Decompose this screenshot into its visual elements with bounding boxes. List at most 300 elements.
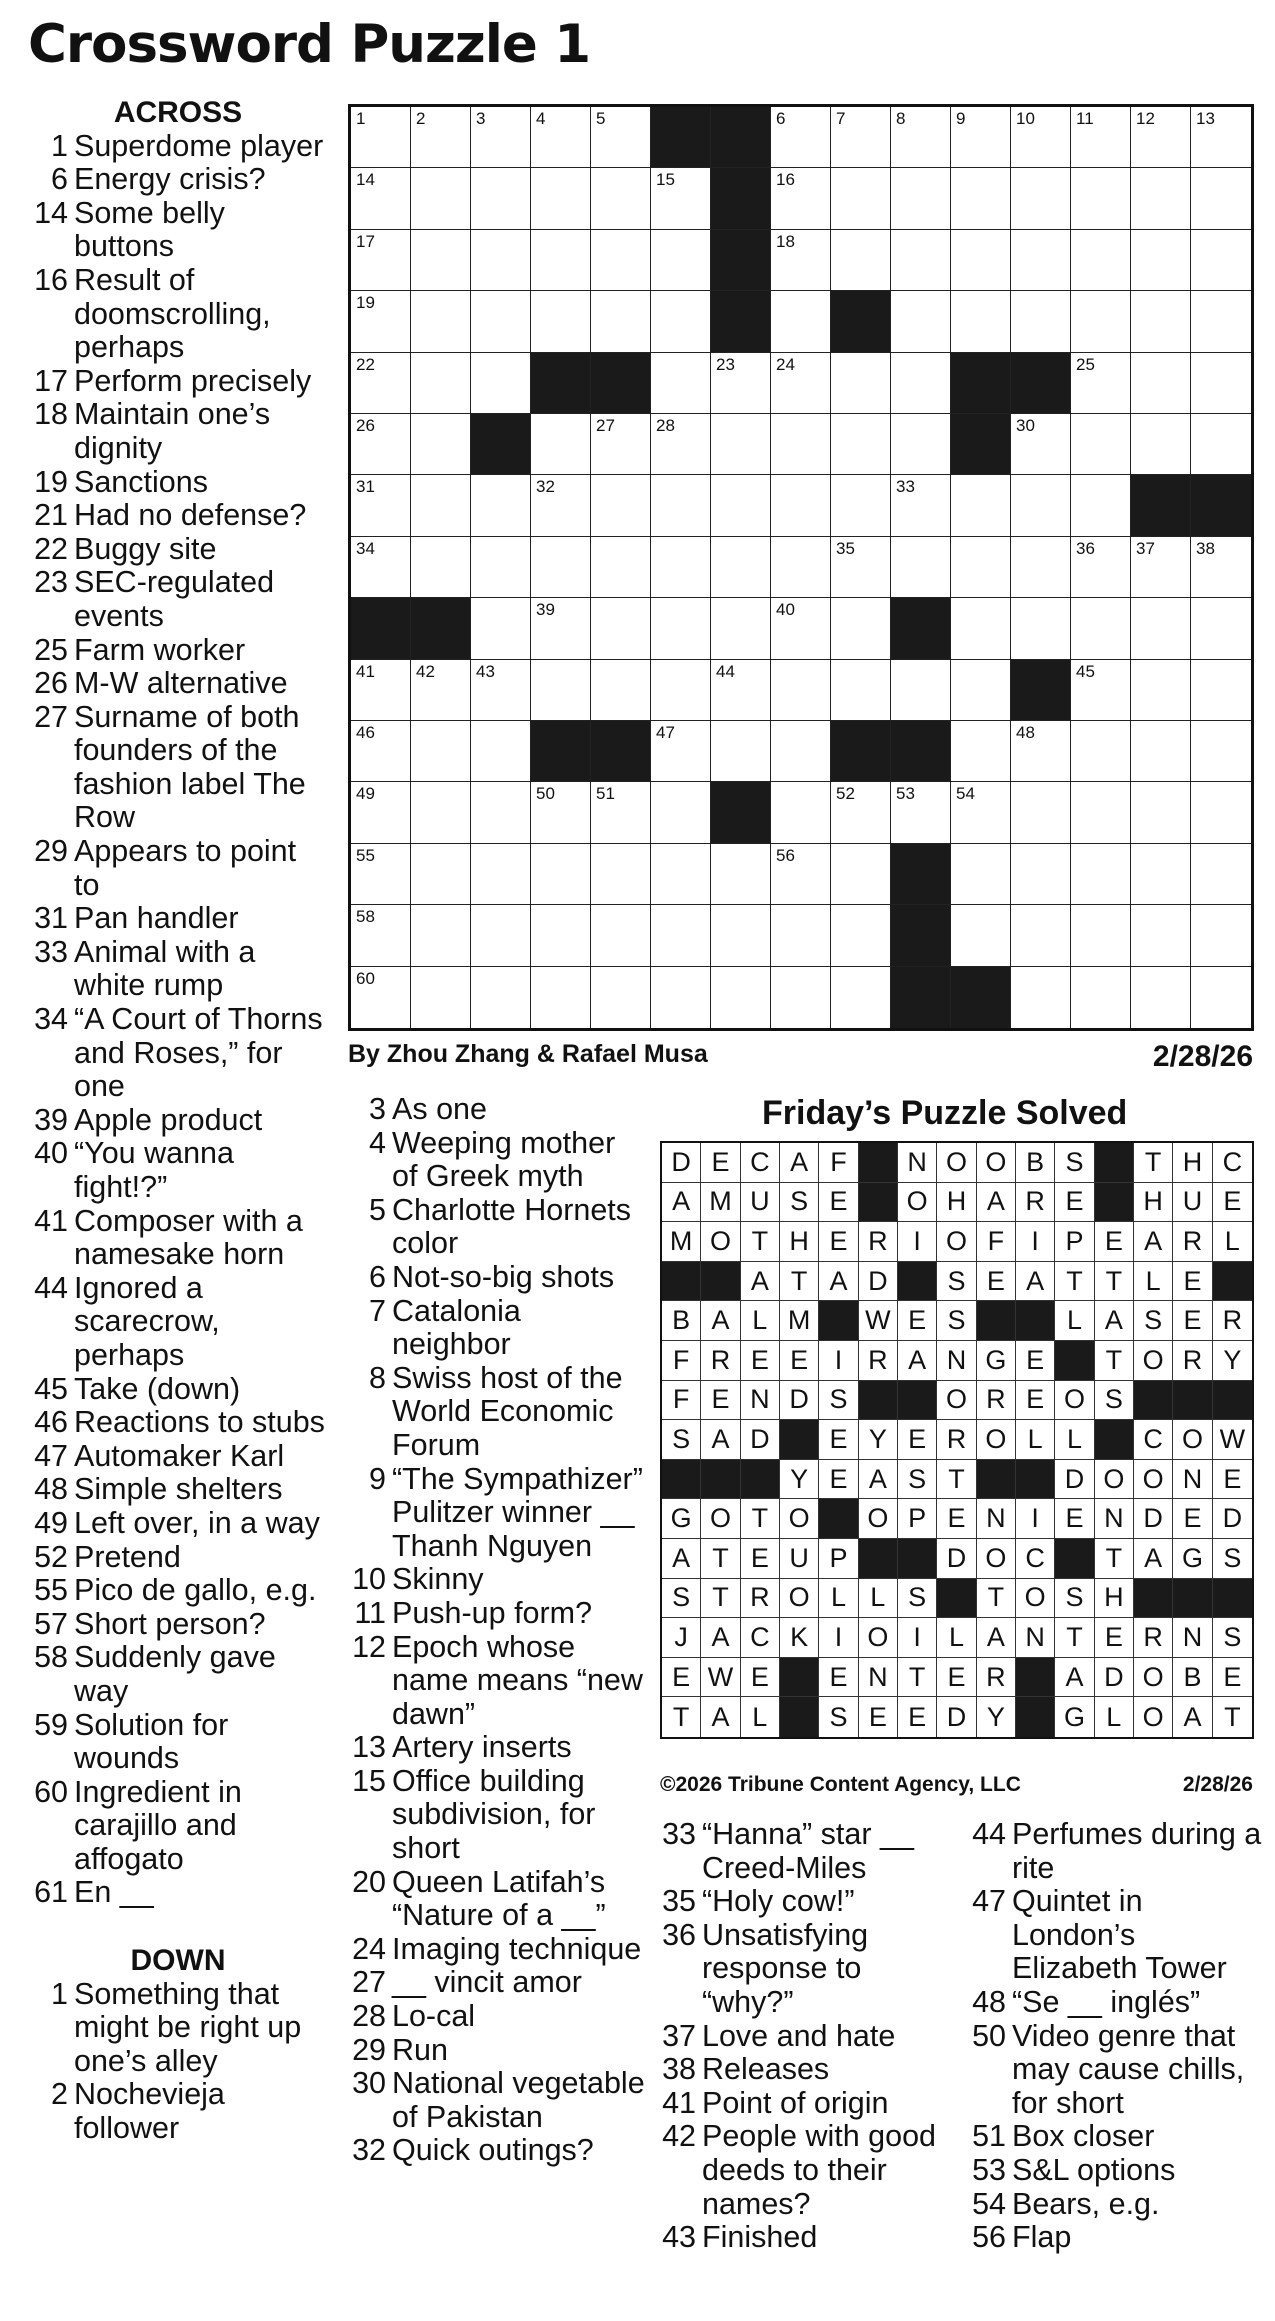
grid-cell[interactable] [531, 107, 591, 168]
grid-cell[interactable] [1071, 107, 1131, 168]
grid-cell[interactable] [1131, 291, 1191, 352]
grid-cell[interactable] [351, 353, 411, 414]
clue-item[interactable] [656, 2053, 948, 2087]
grid-cell[interactable] [1071, 414, 1131, 475]
grid-cell[interactable] [771, 414, 831, 475]
black-square [531, 721, 591, 782]
grid-cell[interactable] [711, 414, 771, 475]
grid-cell[interactable] [471, 168, 531, 229]
grid-cell[interactable] [651, 230, 711, 291]
clue-number: 18 [34, 397, 68, 432]
grid-cell[interactable] [831, 230, 891, 291]
clue-item[interactable] [28, 197, 328, 264]
grid-cell[interactable] [1131, 967, 1191, 1028]
clue-number: 51 [972, 2119, 1006, 2154]
clue-item[interactable] [28, 566, 328, 633]
grid-cell[interactable] [471, 598, 531, 659]
grid-cell[interactable] [471, 905, 531, 966]
grid-cell[interactable] [531, 537, 591, 598]
solution-letter: K [780, 1618, 819, 1658]
grid-cell[interactable] [951, 475, 1011, 536]
clue-item[interactable] [28, 2078, 328, 2145]
grid-cell[interactable] [1131, 782, 1191, 843]
grid-cell[interactable] [771, 782, 831, 843]
grid-cell[interactable] [951, 537, 1011, 598]
clue-text: Perfumes during a rite [1012, 1817, 1262, 1885]
clue-item[interactable] [28, 365, 328, 399]
black-square [1173, 1381, 1212, 1421]
grid-cell[interactable] [591, 230, 651, 291]
grid-cell[interactable] [1131, 905, 1191, 966]
grid-cell[interactable] [1071, 967, 1131, 1028]
grid-cell[interactable] [1191, 414, 1251, 475]
grid-cell[interactable] [471, 660, 531, 721]
grid-cell[interactable] [471, 967, 531, 1028]
grid-cell[interactable] [831, 168, 891, 229]
grid-cell[interactable] [651, 598, 711, 659]
grid-cell[interactable] [1071, 905, 1131, 966]
grid-cell[interactable] [1011, 905, 1071, 966]
grid-cell[interactable] [411, 291, 471, 352]
clue-item[interactable] [28, 163, 328, 197]
clue-item[interactable] [28, 499, 328, 533]
grid-cell[interactable] [651, 475, 711, 536]
grid-cell[interactable] [411, 905, 471, 966]
clue-item[interactable] [966, 2221, 1266, 2255]
grid-cell[interactable] [651, 660, 711, 721]
clue-item[interactable] [346, 1765, 646, 1866]
clue-item[interactable] [346, 1597, 646, 1631]
grid-cell[interactable] [891, 414, 951, 475]
grid-cell[interactable] [1131, 844, 1191, 905]
grid-cell[interactable] [1071, 230, 1131, 291]
grid-cell[interactable] [1191, 598, 1251, 659]
clue-item[interactable] [346, 1295, 646, 1362]
grid-cell[interactable] [1191, 537, 1251, 598]
grid-cell[interactable] [471, 230, 531, 291]
clue-item[interactable] [966, 1986, 1266, 2020]
clue-text: Box closer [1012, 2119, 1155, 2154]
clue-item[interactable] [28, 533, 328, 567]
clue-text: Solution for wounds [74, 1707, 229, 1776]
clue-item[interactable] [28, 1406, 328, 1440]
grid-cell[interactable] [591, 168, 651, 229]
grid-cell[interactable] [471, 844, 531, 905]
grid-cell[interactable] [1191, 782, 1251, 843]
grid-cell[interactable] [351, 660, 411, 721]
clue-number: 3 [369, 1092, 386, 1126]
clue-item[interactable] [28, 1541, 328, 1575]
grid-cell[interactable] [471, 537, 531, 598]
grid-cell[interactable] [471, 475, 531, 536]
grid-cell[interactable] [711, 967, 771, 1028]
grid-cell[interactable] [351, 414, 411, 475]
grid-cell[interactable] [411, 782, 471, 843]
grid-cell[interactable] [1071, 537, 1131, 598]
grid-cell[interactable] [591, 291, 651, 352]
clue-item[interactable] [28, 936, 328, 1003]
grid-cell[interactable] [711, 353, 771, 414]
clue-item[interactable] [28, 1473, 328, 1507]
grid-cell[interactable] [1131, 660, 1191, 721]
clue-item[interactable] [346, 1966, 646, 2000]
clue-item[interactable] [28, 466, 328, 500]
grid-cell[interactable] [831, 905, 891, 966]
grid-cell[interactable] [351, 721, 411, 782]
clue-item[interactable] [28, 264, 328, 365]
clue-item[interactable] [656, 2087, 948, 2121]
grid-cell[interactable] [831, 782, 891, 843]
clue-item[interactable] [28, 1003, 328, 1104]
grid-cell[interactable] [1131, 230, 1191, 291]
clue-item[interactable] [28, 1440, 328, 1474]
grid-cell[interactable] [771, 353, 831, 414]
solution-letter: Y [859, 1420, 898, 1460]
grid-cell[interactable] [1071, 721, 1131, 782]
grid-cell[interactable] [951, 660, 1011, 721]
grid-cell[interactable] [1191, 168, 1251, 229]
grid-cell[interactable] [711, 905, 771, 966]
grid-cell[interactable] [651, 537, 711, 598]
clue-item[interactable] [28, 1137, 328, 1204]
grid-cell[interactable] [1071, 168, 1131, 229]
clue-item[interactable] [28, 1272, 328, 1373]
grid-cell[interactable] [411, 537, 471, 598]
grid-cell[interactable] [531, 291, 591, 352]
grid-cell[interactable] [1011, 721, 1071, 782]
grid-cell[interactable] [1191, 353, 1251, 414]
clue-number: 38 [662, 2052, 696, 2087]
clue-item[interactable] [28, 1709, 328, 1776]
clue-item[interactable] [28, 701, 328, 835]
clue-item[interactable] [656, 1885, 948, 1919]
grid-cell[interactable] [411, 721, 471, 782]
grid-cell[interactable] [651, 168, 711, 229]
clue-item[interactable] [346, 1194, 646, 1261]
grid-cell[interactable] [411, 168, 471, 229]
grid-cell[interactable] [1011, 414, 1071, 475]
black-square [859, 1381, 898, 1421]
clue-item[interactable] [28, 902, 328, 936]
clue-item[interactable] [656, 2120, 948, 2221]
clue-item[interactable] [346, 1463, 646, 1564]
grid-cell[interactable] [951, 168, 1011, 229]
clue-item[interactable] [966, 1885, 1266, 1986]
black-square [741, 1460, 780, 1500]
grid-cell[interactable] [831, 598, 891, 659]
clue-item[interactable] [346, 2067, 646, 2134]
clue-item[interactable] [966, 2154, 1266, 2188]
grid-cell[interactable] [951, 230, 1011, 291]
grid-cell[interactable] [951, 844, 1011, 905]
grid-cell[interactable] [1011, 230, 1071, 291]
grid-cell[interactable] [771, 291, 831, 352]
grid-cell[interactable] [471, 353, 531, 414]
solution-letter: D [937, 1697, 976, 1737]
grid-cell[interactable] [651, 353, 711, 414]
clue-item[interactable] [346, 1731, 646, 1765]
grid-cell[interactable] [471, 291, 531, 352]
grid-cell[interactable] [1071, 660, 1131, 721]
grid-cell[interactable] [351, 905, 411, 966]
grid-cell[interactable] [411, 967, 471, 1028]
grid-cell[interactable] [471, 107, 531, 168]
clue-text: Nochevieja follower [74, 2077, 225, 2146]
grid-cell[interactable] [1011, 844, 1071, 905]
clue-item[interactable] [28, 1205, 328, 1272]
grid-cell[interactable] [831, 353, 891, 414]
grid-cell[interactable] [711, 537, 771, 598]
grid-cell[interactable] [1011, 598, 1071, 659]
grid-cell[interactable] [1131, 414, 1191, 475]
clue-item[interactable] [656, 1818, 948, 1885]
clue-item[interactable] [28, 1641, 328, 1708]
grid-cell[interactable] [1011, 782, 1071, 843]
grid-cell[interactable] [951, 721, 1011, 782]
grid-cell[interactable] [1191, 291, 1251, 352]
black-square [831, 291, 891, 352]
grid-cell[interactable] [351, 537, 411, 598]
clue-item[interactable] [28, 667, 328, 701]
solution-letter: C [741, 1143, 780, 1183]
grid-cell[interactable] [891, 537, 951, 598]
clue-item[interactable] [346, 1563, 646, 1597]
grid-cell[interactable] [711, 598, 771, 659]
grid-cell[interactable] [1011, 291, 1071, 352]
solution-letter: O [1095, 1460, 1134, 1500]
clue-item[interactable] [966, 2120, 1266, 2154]
grid-cell[interactable] [891, 475, 951, 536]
clue-item[interactable] [346, 1362, 646, 1463]
grid-cell[interactable] [591, 537, 651, 598]
clue-item[interactable] [346, 2134, 646, 2168]
clue-text: En __ [74, 1875, 154, 1910]
grid-cell[interactable] [1071, 844, 1131, 905]
grid-cell[interactable] [771, 905, 831, 966]
grid-cell[interactable] [1011, 537, 1071, 598]
crossword-grid[interactable] [348, 104, 1254, 1031]
grid-cell[interactable] [591, 905, 651, 966]
grid-cell[interactable] [771, 230, 831, 291]
grid-cell[interactable] [1071, 782, 1131, 843]
clue-number: 11 [354, 1595, 386, 1630]
grid-cell[interactable] [411, 660, 471, 721]
grid-cell[interactable] [1191, 721, 1251, 782]
grid-cell[interactable] [1131, 353, 1191, 414]
grid-cell[interactable] [651, 721, 711, 782]
grid-cell[interactable] [531, 844, 591, 905]
clue-item[interactable] [966, 1818, 1266, 1885]
grid-cell[interactable] [891, 291, 951, 352]
grid-cell[interactable] [651, 967, 711, 1028]
clue-item[interactable] [346, 2000, 646, 2034]
grid-cell[interactable] [531, 660, 591, 721]
grid-cell[interactable] [831, 537, 891, 598]
solution-letter: H [1095, 1579, 1134, 1619]
grid-cell[interactable] [591, 782, 651, 843]
clue-item[interactable] [28, 1776, 328, 1877]
clue-item[interactable] [966, 2188, 1266, 2222]
grid-cell[interactable] [531, 782, 591, 843]
grid-cell[interactable] [951, 598, 1011, 659]
grid-cell[interactable] [651, 844, 711, 905]
grid-cell[interactable] [1011, 107, 1071, 168]
grid-cell[interactable] [351, 230, 411, 291]
grid-cell[interactable] [1071, 475, 1131, 536]
grid-cell[interactable] [351, 168, 411, 229]
clue-item[interactable] [656, 2020, 948, 2054]
grid-cell[interactable] [531, 230, 591, 291]
grid-cell[interactable] [651, 291, 711, 352]
grid-cell[interactable] [771, 660, 831, 721]
clue-item[interactable] [28, 835, 328, 902]
grid-cell[interactable] [831, 414, 891, 475]
clue-item[interactable] [28, 1507, 328, 1541]
clue-item[interactable] [346, 1261, 646, 1295]
solution-letter: N [1173, 1460, 1212, 1500]
grid-cell[interactable] [1131, 168, 1191, 229]
grid-cell[interactable] [531, 905, 591, 966]
grid-cell[interactable] [711, 475, 771, 536]
solution-letter: G [662, 1499, 701, 1539]
grid-cell[interactable] [951, 291, 1011, 352]
grid-cell[interactable] [891, 230, 951, 291]
solution-letter: E [1095, 1222, 1134, 1262]
grid-cell[interactable] [411, 475, 471, 536]
grid-cell[interactable] [711, 721, 771, 782]
clue-item[interactable] [28, 130, 328, 164]
grid-cell[interactable] [711, 660, 771, 721]
grid-cell[interactable] [531, 168, 591, 229]
grid-cell[interactable] [891, 353, 951, 414]
grid-cell[interactable] [351, 107, 411, 168]
grid-cell[interactable] [831, 107, 891, 168]
clue-item[interactable] [28, 634, 328, 668]
grid-cell[interactable] [531, 967, 591, 1028]
clue-text: Ingredient in carajillo and affogato [74, 1774, 242, 1876]
grid-cell[interactable] [471, 782, 531, 843]
grid-cell[interactable] [411, 107, 471, 168]
solution-letter: F [662, 1341, 701, 1381]
grid-cell[interactable] [771, 168, 831, 229]
grid-cell[interactable] [1131, 598, 1191, 659]
grid-cell[interactable] [831, 660, 891, 721]
grid-cell[interactable] [831, 844, 891, 905]
grid-cell[interactable] [411, 414, 471, 475]
grid-cell[interactable] [951, 782, 1011, 843]
grid-cell[interactable] [1191, 107, 1251, 168]
grid-cell[interactable] [651, 414, 711, 475]
grid-cell[interactable] [351, 967, 411, 1028]
grid-cell[interactable] [531, 414, 591, 475]
clue-item[interactable] [28, 1608, 328, 1642]
grid-cell[interactable] [711, 844, 771, 905]
grid-cell[interactable] [1191, 660, 1251, 721]
grid-cell[interactable] [1191, 230, 1251, 291]
grid-cell[interactable] [1071, 598, 1131, 659]
grid-cell[interactable] [1011, 475, 1071, 536]
grid-cell[interactable] [591, 414, 651, 475]
grid-cell[interactable] [591, 967, 651, 1028]
grid-cell[interactable] [1071, 353, 1131, 414]
clue-item[interactable] [346, 1127, 646, 1194]
grid-cell[interactable] [771, 475, 831, 536]
grid-cell[interactable] [591, 107, 651, 168]
clue-item[interactable] [28, 1876, 328, 1910]
grid-cell[interactable] [471, 721, 531, 782]
clue-item[interactable] [28, 1373, 328, 1407]
grid-cell[interactable] [771, 967, 831, 1028]
grid-cell[interactable] [411, 230, 471, 291]
clue-item[interactable] [346, 1933, 646, 1967]
grid-cell[interactable] [1011, 168, 1071, 229]
clue-item[interactable] [346, 1631, 646, 1732]
clue-item[interactable] [346, 1093, 646, 1127]
solution-letter: E [701, 1381, 740, 1421]
grid-cell[interactable] [771, 844, 831, 905]
grid-cell[interactable] [891, 660, 951, 721]
grid-cell[interactable] [351, 291, 411, 352]
clue-item[interactable] [966, 2020, 1266, 2121]
grid-cell[interactable] [351, 475, 411, 536]
grid-cell[interactable] [831, 475, 891, 536]
grid-cell[interactable] [531, 598, 591, 659]
grid-cell[interactable] [591, 660, 651, 721]
grid-cell[interactable] [771, 107, 831, 168]
grid-cell[interactable] [831, 967, 891, 1028]
grid-cell[interactable] [1071, 291, 1131, 352]
clue-item[interactable] [28, 1978, 328, 2079]
clue-item[interactable] [28, 398, 328, 465]
clue-item[interactable] [28, 1574, 328, 1608]
grid-cell[interactable] [591, 598, 651, 659]
grid-cell[interactable] [591, 844, 651, 905]
grid-cell[interactable] [651, 782, 711, 843]
grid-cell[interactable] [1191, 844, 1251, 905]
grid-cell[interactable] [891, 782, 951, 843]
clue-item[interactable] [656, 1919, 948, 2020]
grid-cell[interactable] [1131, 537, 1191, 598]
grid-cell[interactable] [351, 844, 411, 905]
grid-cell[interactable] [651, 905, 711, 966]
grid-cell[interactable] [1191, 905, 1251, 966]
clue-text: People with good deeds to their names? [702, 2119, 937, 2221]
clue-item[interactable] [656, 2221, 948, 2255]
grid-cell[interactable] [411, 353, 471, 414]
grid-cell[interactable] [771, 537, 831, 598]
clue-item[interactable] [346, 2034, 646, 2068]
solution-letter: A [1016, 1262, 1055, 1302]
clue-item[interactable] [346, 1866, 646, 1933]
grid-cell[interactable] [1011, 967, 1071, 1028]
grid-cell[interactable] [591, 475, 651, 536]
grid-cell[interactable] [891, 107, 951, 168]
cell-number: 38 [1196, 538, 1215, 558]
grid-cell[interactable] [1131, 107, 1191, 168]
grid-cell[interactable] [771, 721, 831, 782]
grid-cell[interactable] [411, 844, 471, 905]
clue-item[interactable] [28, 1104, 328, 1138]
grid-cell[interactable] [1191, 967, 1251, 1028]
grid-cell[interactable] [771, 598, 831, 659]
grid-cell[interactable] [531, 475, 591, 536]
grid-cell[interactable] [951, 905, 1011, 966]
grid-cell[interactable] [351, 782, 411, 843]
grid-cell[interactable] [891, 168, 951, 229]
cell-number: 2 [416, 109, 426, 128]
grid-cell[interactable] [1131, 721, 1191, 782]
grid-cell[interactable] [951, 107, 1011, 168]
